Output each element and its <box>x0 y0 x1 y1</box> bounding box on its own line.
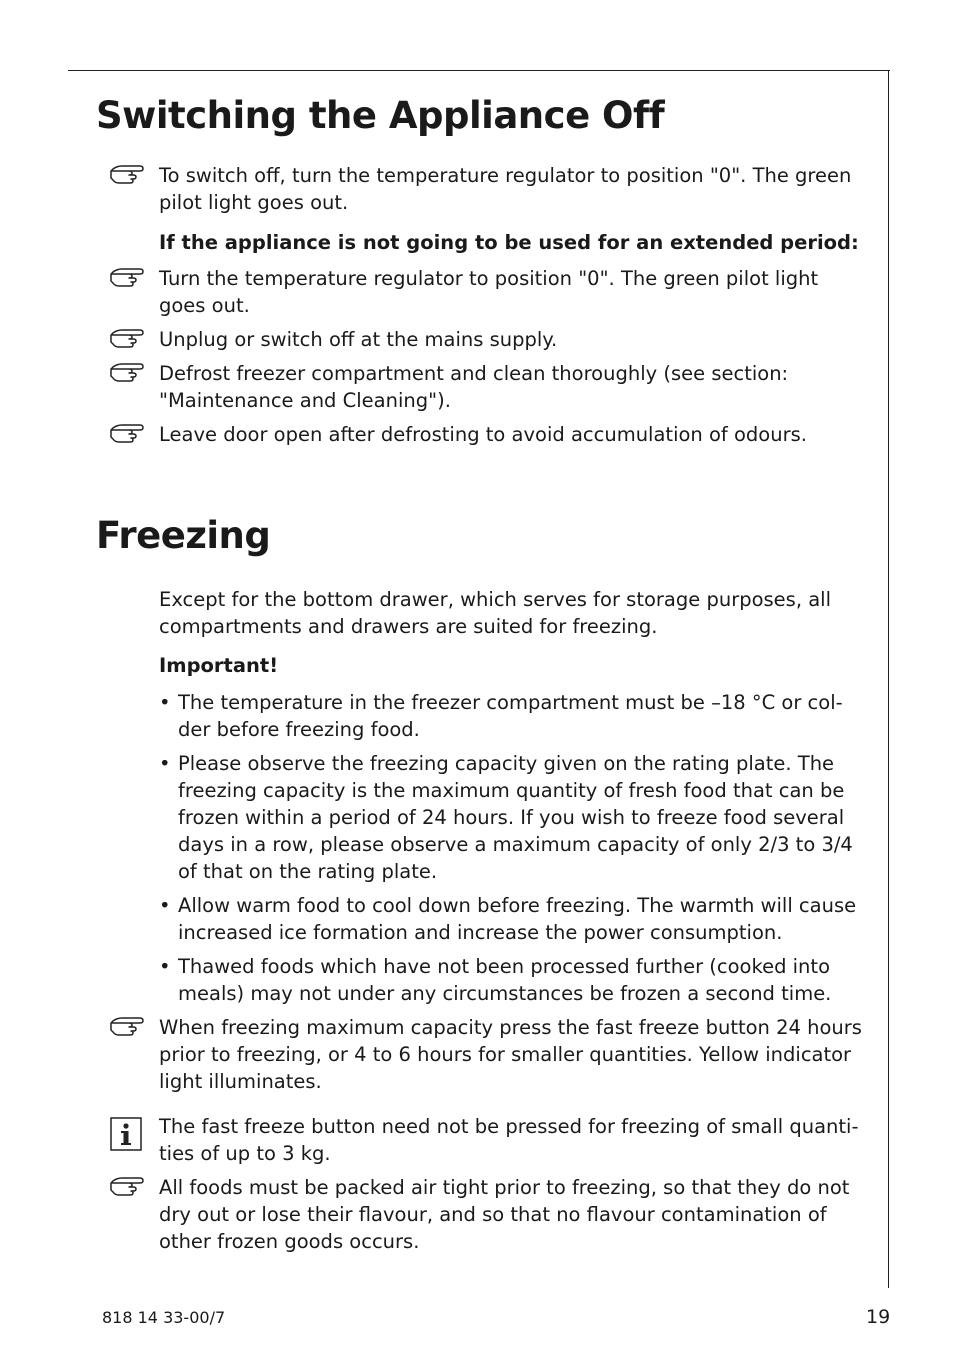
instruction-step <box>96 421 868 448</box>
instruction-step <box>96 326 868 353</box>
section-title-freezing: Freezing <box>96 514 271 557</box>
list-item <box>96 892 868 946</box>
list-item <box>96 689 868 743</box>
step-text: Defrost freezer compartment and clean thoroughly (see section: "Maintenance and Cleaning"). <box>159 362 789 412</box>
instruction-step <box>96 265 868 319</box>
bullet-marker: • <box>159 955 171 978</box>
bullet-text: Please observe the freezing capacity given on the rating plate. The freezing capacity is the maximum quantity of fresh food that can be frozen within a period of 24 hours. If you wish to freeze food several days in a row, please observe a maximum capacity of only 2/3 to 3/4 of that on the rating plate. <box>178 752 853 883</box>
pointing-hand-icon <box>109 421 145 450</box>
pointing-hand-icon <box>109 360 145 389</box>
step-text: Leave door open after defrosting to avoid accumulation of odours. <box>159 423 807 446</box>
info-icon <box>110 1117 140 1147</box>
bullet-marker: • <box>159 894 171 917</box>
pointing-hand-icon <box>109 265 145 294</box>
info-note <box>96 1113 868 1167</box>
bullet-marker: • <box>159 691 171 714</box>
step-text: When freezing maximum capacity press the fast freeze button 24 hours prior to freezing, or 4 to 6 hours for smaller quantities. Yellow indicator light illuminates. <box>159 1016 862 1093</box>
section-title-switching-off: Switching the Appliance Off <box>96 94 665 137</box>
pointing-hand-icon <box>109 1014 145 1043</box>
instruction-step <box>96 360 868 414</box>
pointing-hand-icon <box>109 1174 145 1203</box>
page-frame-right-rule <box>888 70 889 1288</box>
document-number: 818 14 33-00/7 <box>102 1308 226 1327</box>
page-frame-top-rule <box>68 70 890 71</box>
pointing-hand-icon <box>109 326 145 355</box>
important-label: Important! <box>159 654 279 677</box>
extended-period-heading: If the appliance is not going to be used for an extended period: <box>159 231 859 254</box>
bullet-marker: • <box>159 752 171 775</box>
page-number: 19 <box>866 1306 891 1328</box>
freezing-intro: Except for the bottom drawer, which serves for storage purposes, all compartments and drawers are suited for freezing. <box>159 588 832 638</box>
instruction-step <box>96 1014 868 1095</box>
step-text: All foods must be packed air tight prior to freezing, so that they do not dry out or lose their flavour, and so that no flavour contamination of other frozen goods occurs. <box>159 1176 850 1253</box>
page-content <box>96 88 868 1255</box>
instruction-step <box>96 162 868 216</box>
pointing-hand-icon <box>109 162 145 191</box>
bullet-text: Thawed foods which have not been processed further (cooked into meals) may not under any circumstances be frozen a second time. <box>178 955 832 1005</box>
step-text: Turn the temperature regulator to position "0". The green pilot light goes out. <box>159 267 819 317</box>
step-text: Unplug or switch off at the mains supply. <box>159 328 558 351</box>
bullet-text: The temperature in the freezer compartment must be –18 °C or col- der before freezing food. <box>178 691 843 741</box>
instruction-step <box>96 1174 868 1255</box>
bullet-text: Allow warm food to cool down before freezing. The warmth will cause increased ice formation and increase the power consumption. <box>178 894 857 944</box>
list-item <box>96 953 868 1007</box>
step-text: To switch off, turn the temperature regulator to position "0". The green pilot light goes out. <box>159 164 852 214</box>
info-note-text: The fast freeze button need not be pressed for freezing of small quanti- ties of up to 3 kg. <box>159 1115 859 1165</box>
list-item <box>96 750 868 885</box>
